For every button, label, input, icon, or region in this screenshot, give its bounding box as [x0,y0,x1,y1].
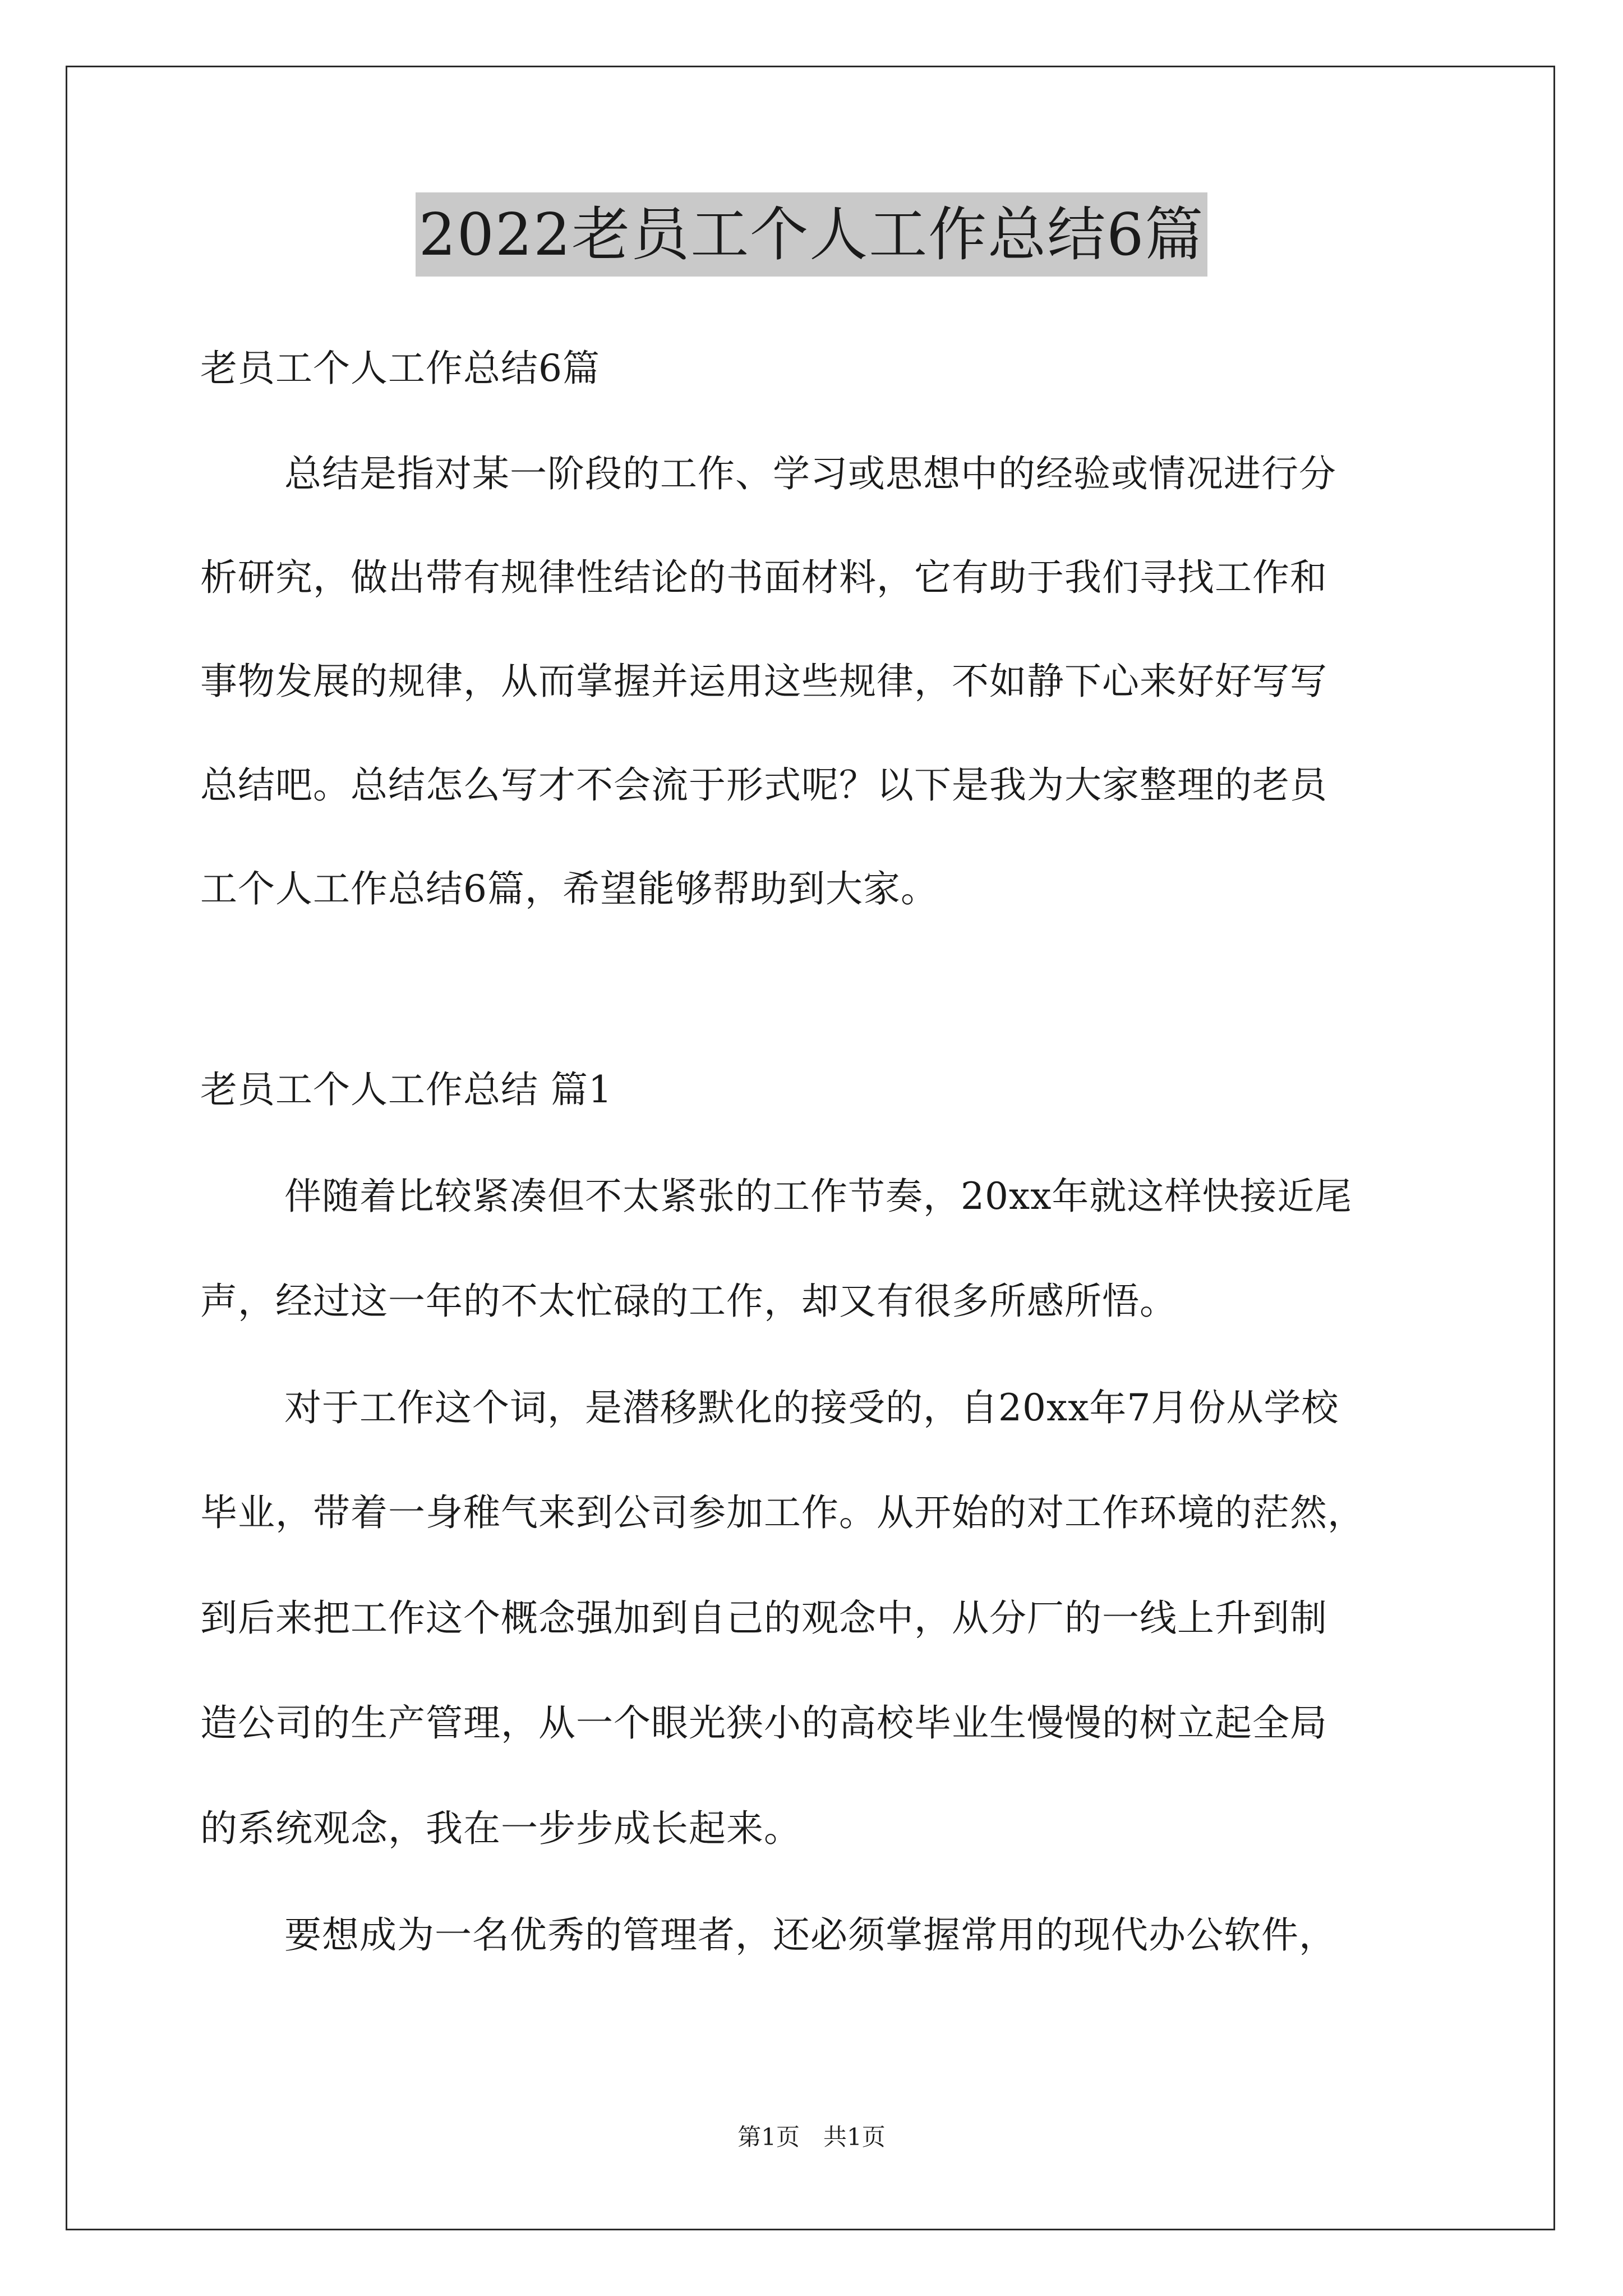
paragraph-line: 到后来把工作这个概念强加到自己的观念中，从分厂的一线上升到制 [200,1596,1327,1640]
paragraph-line: 伴随着比较紧凑但不太紧张的工作节奏，20xx年就这样快接近尾 [284,1175,1353,1218]
intro-line: 事物发展的规律，从而掌握并运用这些规律，不如静下心来好好写写 [200,660,1327,703]
page-number: 第1页 共1页 [737,2123,886,2151]
paragraph-line: 对于工作这个词，是潜移默化的接受的，自20xx年7月份从学校 [284,1386,1339,1429]
paragraph-line: 毕业，带着一身稚气来到公司参加工作。从开始的对工作环境的茫然， [200,1491,1365,1534]
paragraph-line: 的系统观念，我在一步步成长起来。 [200,1807,801,1850]
paragraph-line: 要想成为一名优秀的管理者，还必须掌握常用的现代办公软件， [284,1913,1336,1957]
intro-line: 工个人工作总结6篇，希望能够帮助到大家。 [200,867,938,910]
paragraph-line: 声，经过这一年的不太忙碌的工作，却又有很多所感所悟。 [200,1280,1177,1323]
intro-line: 总结是指对某一阶段的工作、学习或思想中的经验或情况进行分 [284,452,1336,495]
document-title: 2022老员工个人工作总结6篇 [416,192,1208,277]
intro-line: 析研究，做出带有规律性结论的书面材料，它有助于我们寻找工作和 [200,556,1327,599]
document-subtitle: 老员工个人工作总结6篇 [200,347,600,390]
title-container [0,192,1623,277]
paragraph-line: 造公司的生产管理，从一个眼光狭小的高校毕业生慢慢的树立起全局 [200,1701,1327,1745]
intro-line: 总结吧。总结怎么写才不会流于形式呢？以下是我为大家整理的老员 [200,763,1327,807]
section-heading: 老员工个人工作总结 篇1 [200,1068,612,1111]
